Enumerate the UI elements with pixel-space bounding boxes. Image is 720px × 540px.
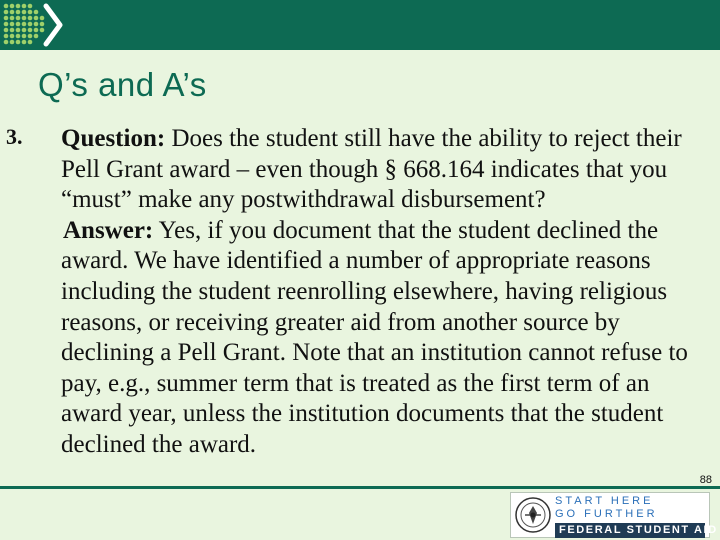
brand-text [555,495,718,536]
question-paragraph [61,124,713,216]
footer-divider [0,486,720,489]
fsa-brand-logo [510,492,718,538]
page-number: 88 [699,474,712,486]
answer-label: Answer: [63,216,154,244]
question-text: Does the student still have the ability to reject their Pell Grant award – even though § 668.164 indicates that you “must” make any postwithdrawal disbursement? [61,125,682,214]
dot-grid-logo-icon [0,0,64,50]
slide-title: Q’s and A’s [38,66,207,103]
header-bar [0,0,720,50]
brand-line-1: START HERE [555,495,654,507]
brand-line-3: FEDERAL STUDENT AID [555,523,705,538]
item-number: 3. [6,124,23,149]
question-label: Question: [61,125,166,152]
answer-paragraph [61,216,713,461]
answer-text: Yes, if you document that the student declined the award. We have identified a number of appropriate reasons including the student reenrolling elsewhere, having religious reasons, or receiving greater aid from another source by declining a Pell Grant. Note that an institution cannot refuse to pay, e.g., summer term that is treated as the first term of an award year, unless the institution documents that the student declined the award. [61,216,688,458]
department-seal-icon [515,497,551,533]
qa-content [61,124,713,461]
brand-line-2: GO FURTHER [555,508,658,520]
